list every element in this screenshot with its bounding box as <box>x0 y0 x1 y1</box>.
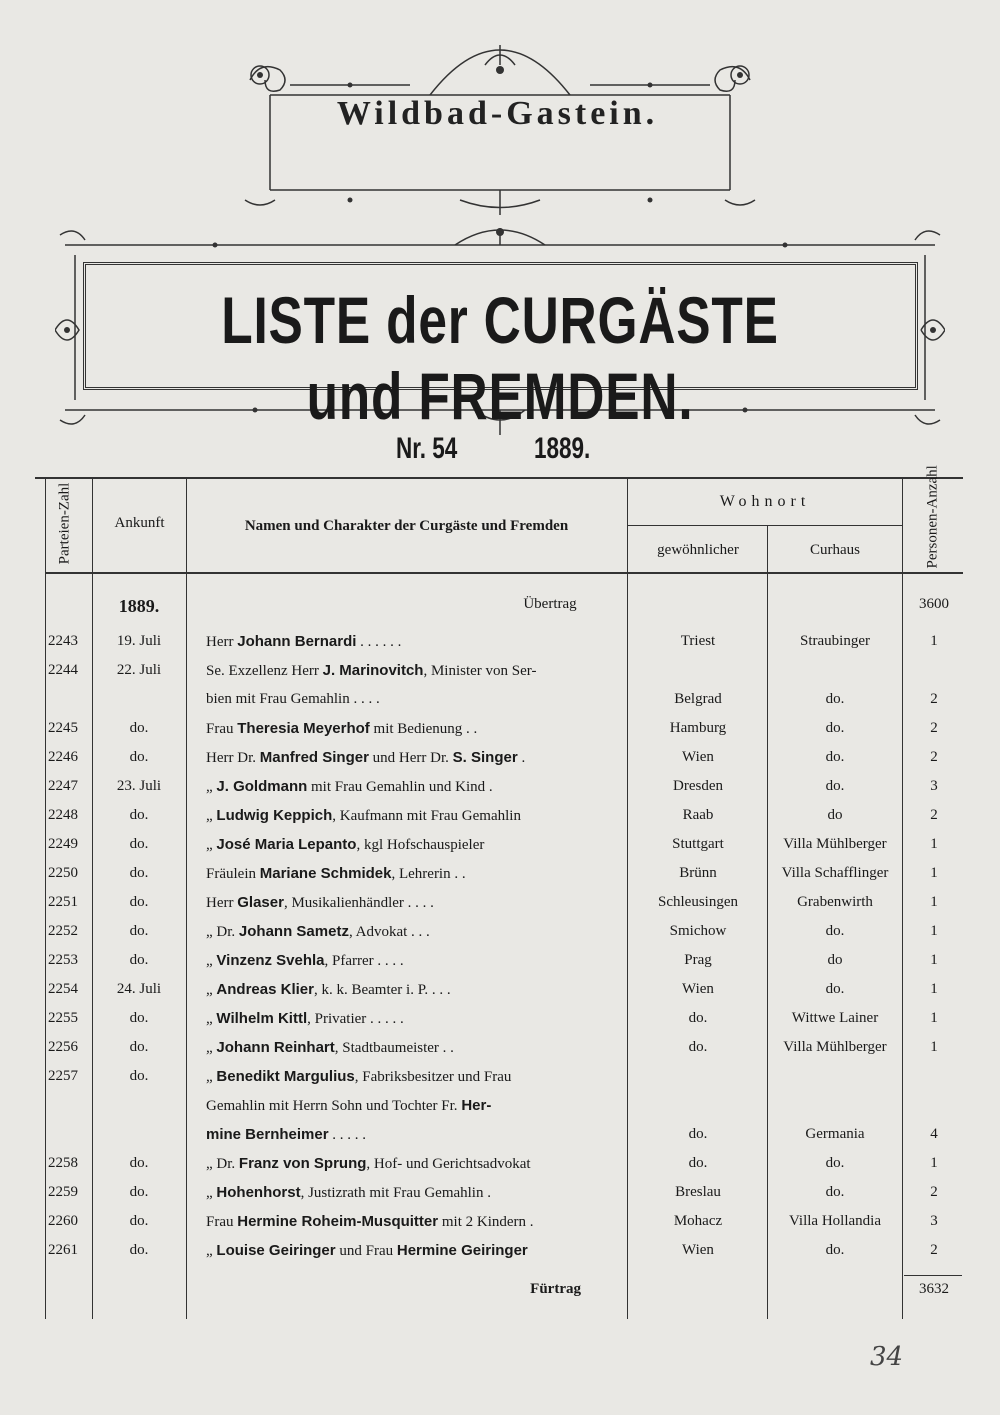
curhaus: do <box>827 807 843 823</box>
home-town: Mohacz <box>673 1213 723 1229</box>
town-name: Wildbad-Gastein. <box>336 95 659 132</box>
person-count: 1 <box>930 1010 938 1026</box>
home-town: Hamburg <box>669 720 727 736</box>
table-row <box>0 981 1000 1010</box>
person-count: 3 <box>930 1213 938 1229</box>
guest-name: „ Andreas Klier, k. k. Beamter i. P. . . . <box>206 981 451 998</box>
arrival-date: do. <box>129 836 149 852</box>
guest-name: Herr Dr. Manfred Singer und Herr Dr. S. Singer . <box>206 749 526 766</box>
page-number: 34 <box>870 1342 904 1372</box>
guest-name: bien mit Frau Gemahlin . . . . <box>206 691 380 707</box>
person-count: 4 <box>930 1126 938 1142</box>
curhaus: do. <box>825 720 845 736</box>
home-town: Smichow <box>669 923 727 939</box>
row-number: 2249 <box>48 836 78 852</box>
row-number: 2258 <box>48 1155 78 1171</box>
table-row <box>0 865 1000 894</box>
guest-name: „ Dr. Franz von Sprung, Hof- und Gerichtsadvokat <box>206 1155 531 1172</box>
row-number: 2251 <box>48 894 78 910</box>
person-count: 1 <box>930 865 938 881</box>
table-row <box>0 1213 1000 1242</box>
row-number: 2255 <box>48 1010 78 1026</box>
table-row <box>0 1010 1000 1039</box>
row-number: 2254 <box>48 981 78 997</box>
table-row <box>0 662 1000 691</box>
row-number: 2243 <box>48 633 78 649</box>
curhaus: Villa Hollandia <box>789 1213 881 1229</box>
curhaus: do. <box>825 1242 845 1258</box>
table-row <box>0 836 1000 865</box>
curhaus: Grabenwirth <box>797 894 873 910</box>
row-number: 2253 <box>48 952 78 968</box>
table-row <box>0 1242 1000 1271</box>
home-town: do. <box>688 1010 708 1026</box>
arrival-date: do. <box>129 923 149 939</box>
row-number: 2247 <box>48 778 78 794</box>
guest-name: „ Ludwig Keppich, Kaufmann mit Frau Gemahlin <box>206 807 521 824</box>
row-number: 2245 <box>48 720 78 736</box>
row-number: 2248 <box>48 807 78 823</box>
arrival-date: 24. Juli <box>116 981 162 997</box>
table-row <box>0 778 1000 807</box>
home-town: Prag <box>684 952 712 968</box>
curhaus: do. <box>825 691 845 707</box>
table-row <box>0 1184 1000 1213</box>
arrival-date: do. <box>129 1068 149 1084</box>
guest-name: „ Louise Geiringer und Frau Hermine Geiringer <box>206 1242 528 1259</box>
arrival-date: do. <box>129 1039 149 1055</box>
header-personen: Personen-Anzahl <box>924 465 941 569</box>
guest-name: Gemahlin mit Herrn Sohn und Tochter Fr. Her- <box>206 1097 492 1114</box>
carry-over-label: Übertrag <box>523 596 577 612</box>
home-town: Brünn <box>679 865 717 881</box>
guest-name: mine Bernheimer . . . . . <box>206 1126 367 1143</box>
guest-name: Herr Johann Bernardi . . . . . . <box>206 633 402 650</box>
home-town: Wien <box>682 749 714 765</box>
row-number: 2250 <box>48 865 78 881</box>
arrival-date: do. <box>129 1213 149 1229</box>
table-row <box>0 1126 1000 1155</box>
carry-forward-row <box>0 1281 1000 1310</box>
arrival-date: do. <box>129 1155 149 1171</box>
home-town: Belgrad <box>674 691 722 707</box>
person-count: 1 <box>930 1039 938 1055</box>
person-count: 1 <box>930 981 938 997</box>
arrival-date: do. <box>129 1010 149 1026</box>
arrival-date: do. <box>129 865 149 881</box>
table-row <box>0 807 1000 836</box>
guest-name: „ Vinzenz Svehla, Pfarrer . . . . <box>206 952 404 969</box>
header-wohnort: Wohnort <box>719 493 811 510</box>
home-town: do. <box>688 1039 708 1055</box>
table-row <box>0 691 1000 720</box>
person-count: 2 <box>930 749 938 765</box>
home-town: Dresden <box>673 778 723 794</box>
curhaus: Germania <box>805 1126 865 1142</box>
person-count: 1 <box>930 894 938 910</box>
issue-year: 1889. <box>534 432 591 465</box>
person-count: 2 <box>930 691 938 707</box>
row-number: 2246 <box>48 749 78 765</box>
arrival-date: do. <box>129 952 149 968</box>
arrival-date: do. <box>129 720 149 736</box>
guest-name: Frau Theresia Meyerhof mit Bedienung . . <box>206 720 478 737</box>
list-title: LISTE der CURGÄSTE und FREMDEN. <box>221 283 779 433</box>
row-number: 2256 <box>48 1039 78 1055</box>
table-row <box>0 633 1000 662</box>
guest-name: „ Hohenhorst, Justizrath mit Frau Gemahlin . <box>206 1184 491 1201</box>
arrival-date: do. <box>129 807 149 823</box>
guest-name: „ Johann Reinhart, Stadtbaumeister . . <box>206 1039 454 1056</box>
carry-forward-label: Fürtrag <box>530 1281 581 1297</box>
person-count: 1 <box>930 923 938 939</box>
home-town: Raab <box>682 807 714 823</box>
guest-name: Herr Glaser, Musikalienhändler . . . . <box>206 894 434 911</box>
curhaus: Wittwe Lainer <box>791 1010 879 1026</box>
curhaus: do. <box>825 981 845 997</box>
curhaus: Straubinger <box>800 633 870 649</box>
home-town: do. <box>688 1126 708 1142</box>
arrival-date: do. <box>129 1242 149 1258</box>
row-number: 2259 <box>48 1184 78 1200</box>
issue-number: Nr. 54 <box>396 432 458 465</box>
person-count: 2 <box>930 807 938 823</box>
guest-name: „ José Maria Lepanto, kgl Hofschauspieler <box>206 836 485 853</box>
guest-name: „ Dr. Johann Sametz, Advokat . . . <box>206 923 430 940</box>
header-gewoehnlicher: gewöhnlicher <box>657 542 739 558</box>
row-number: 2244 <box>48 662 78 678</box>
guest-name: „ J. Goldmann mit Frau Gemahlin und Kind . <box>206 778 493 795</box>
guest-name: Fräulein Mariane Schmidek, Lehrerin . . <box>206 865 466 882</box>
home-town: Breslau <box>675 1184 721 1200</box>
person-count: 1 <box>930 836 938 852</box>
header-curhaus: Curhaus <box>810 542 860 558</box>
curhaus: do. <box>825 923 845 939</box>
table-row <box>0 952 1000 981</box>
header-ankunft: Ankunft <box>114 515 165 531</box>
wohnort-subrule <box>628 525 902 526</box>
curhaus: Villa Schafflinger <box>781 865 889 881</box>
header-parteien: Parteien-Zahl <box>56 482 73 565</box>
guest-name: „ Benedikt Margulius, Fabriksbesitzer und Frau <box>206 1068 512 1085</box>
sum-rule <box>904 1275 962 1276</box>
arrival-date: do. <box>129 749 149 765</box>
curhaus: do. <box>825 1184 845 1200</box>
carry-over-row <box>0 596 1000 625</box>
person-count: 1 <box>930 633 938 649</box>
curhaus: Villa Mühlberger <box>783 836 887 852</box>
arrival-date: do. <box>129 1184 149 1200</box>
table-row <box>0 923 1000 952</box>
person-count: 2 <box>930 1184 938 1200</box>
home-town: Stuttgart <box>672 836 724 852</box>
curhaus: do. <box>825 749 845 765</box>
home-town: do. <box>688 1155 708 1171</box>
guest-name: Frau Hermine Roheim-Musquitter mit 2 Kindern . <box>206 1213 534 1230</box>
person-count: 2 <box>930 720 938 736</box>
home-town: Schleusingen <box>658 894 738 910</box>
curhaus: Villa Mühlberger <box>783 1039 887 1055</box>
arrival-date: 23. Juli <box>116 778 162 794</box>
person-count: 2 <box>930 1242 938 1258</box>
person-count: 1 <box>930 952 938 968</box>
home-town: Wien <box>682 981 714 997</box>
home-town: Triest <box>680 633 716 649</box>
row-number: 2261 <box>48 1242 78 1258</box>
table-row <box>0 1068 1000 1097</box>
header-namen: Namen und Charakter der Curgäste und Fremden <box>244 518 569 534</box>
table-row <box>0 894 1000 923</box>
table-row <box>0 720 1000 749</box>
carry-over-year: 1889. <box>118 596 160 616</box>
curhaus: do <box>827 952 843 968</box>
table-row <box>0 1039 1000 1068</box>
row-number: 2252 <box>48 923 78 939</box>
table-top-rule <box>35 477 963 479</box>
guest-name: Se. Exzellenz Herr J. Marinovitch, Minister von Ser- <box>206 662 537 679</box>
table-row <box>0 1155 1000 1184</box>
table-row <box>0 1097 1000 1126</box>
guest-name: „ Wilhelm Kittl, Privatier . . . . . <box>206 1010 404 1027</box>
carry-forward-value: 3632 <box>919 1281 949 1297</box>
home-town: Wien <box>682 1242 714 1258</box>
arrival-date: 19. Juli <box>116 633 162 649</box>
carry-over-value: 3600 <box>919 596 949 612</box>
arrival-date: do. <box>129 894 149 910</box>
arrival-date: 22. Juli <box>116 662 162 678</box>
row-number: 2257 <box>48 1068 78 1084</box>
table-row <box>0 749 1000 778</box>
row-number: 2260 <box>48 1213 78 1229</box>
curhaus: do. <box>825 1155 845 1171</box>
person-count: 1 <box>930 1155 938 1171</box>
curhaus: do. <box>825 778 845 794</box>
person-count: 3 <box>930 778 938 794</box>
table-header-rule <box>45 572 963 574</box>
